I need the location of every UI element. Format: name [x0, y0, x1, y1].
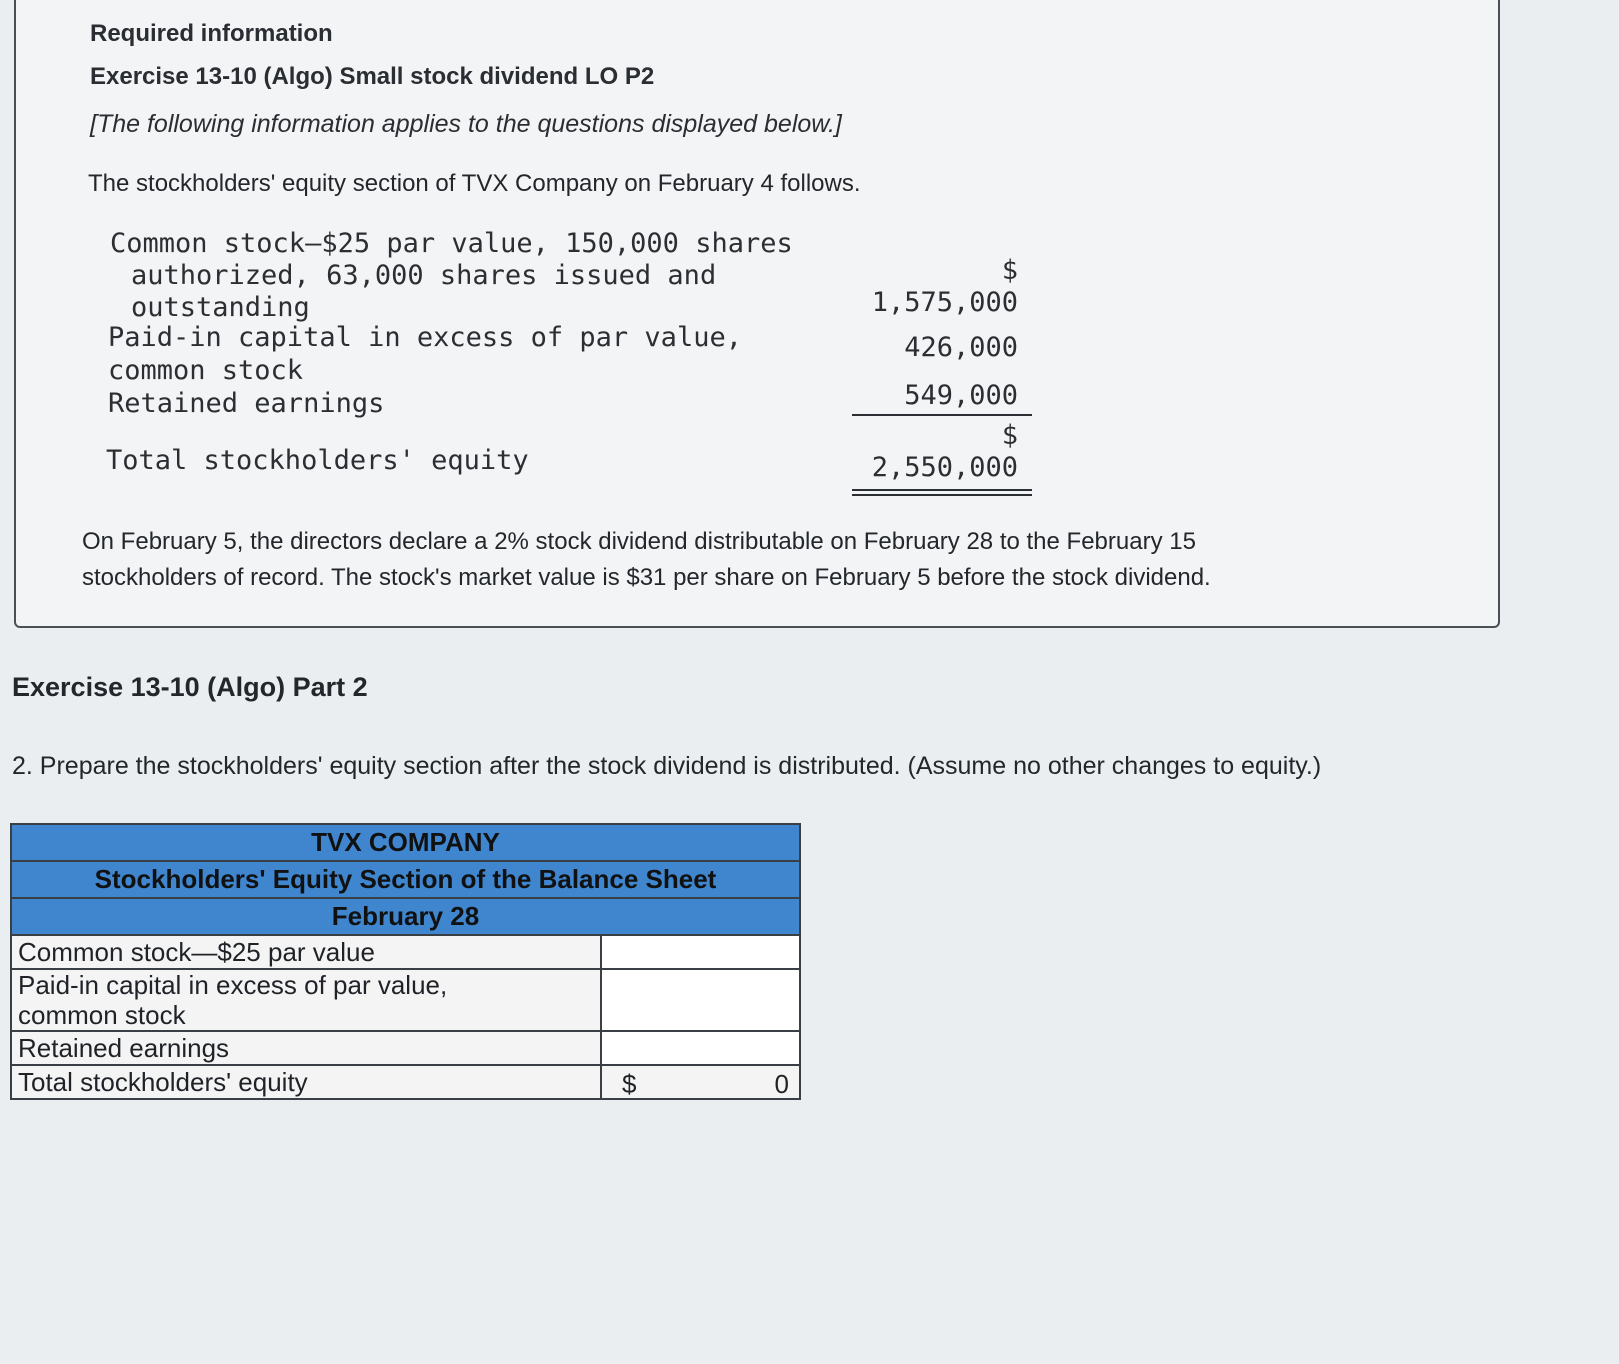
dividend-paragraph-line2: stockholders of record. The stock's market value is $31 per share on February 5 before the stock dividend. — [82, 564, 1211, 591]
retained-earnings-input[interactable] — [601, 1031, 800, 1065]
statement-date: February 28 — [11, 898, 800, 935]
common-stock-input[interactable] — [601, 935, 800, 969]
retained-earnings-amount: 549,000 — [904, 380, 1018, 411]
total-equity-value: 0 — [774, 1069, 789, 1099]
question-text: 2. Prepare the stockholders' equity section after the stock dividend is distributed. (Assume no other changes to equity.) — [12, 752, 1322, 780]
common-stock-label-line1: Common stock—$25 par value, 150,000 shares — [110, 228, 793, 259]
dividend-paragraph-line1: On February 5, the directors declare a 2% stock dividend distributable on February 28 to the February 15 — [82, 528, 1196, 555]
table-row — [11, 1065, 800, 1099]
applies-note: [The following information applies to the questions displayed below.] — [90, 110, 842, 138]
company-name: TVX COMPANY — [11, 824, 800, 861]
total-equity-row-label: Total stockholders' equity — [11, 1065, 601, 1099]
table-row — [11, 935, 800, 969]
paid-in-capital-row-label-line1: Paid-in capital in excess of par value, — [18, 970, 448, 1000]
balance-sheet-table — [10, 823, 801, 1100]
part-title: Exercise 13-10 (Algo) Part 2 — [12, 672, 368, 702]
total-double-underline-top — [852, 489, 1032, 491]
paid-in-capital-row-label — [11, 969, 601, 1031]
table-row — [11, 1031, 800, 1065]
table-row — [11, 969, 800, 1031]
retained-earnings-label: Retained earnings — [108, 388, 385, 419]
required-information-heading: Required information — [90, 20, 333, 47]
subtotal-underline — [852, 414, 1032, 416]
total-currency: $ — [1001, 420, 1018, 451]
section-title: Stockholders' Equity Section of the Balance Sheet — [11, 861, 800, 898]
retained-earnings-row-label: Retained earnings — [11, 1031, 601, 1065]
total-currency-symbol: $ — [622, 1069, 637, 1099]
common-stock-amount: 1,575,000 — [871, 287, 1018, 318]
common-stock-label-line3: outstanding — [131, 292, 310, 323]
intro-text: The stockholders' equity section of TVX Company on February 4 follows. — [88, 170, 861, 197]
total-double-underline-bottom — [852, 494, 1032, 496]
paid-in-capital-amount: 426,000 — [904, 332, 1018, 363]
common-stock-label-line2: authorized, 63,000 shares issued and — [131, 260, 717, 291]
total-equity-value-cell — [601, 1065, 800, 1099]
common-stock-row-label: Common stock—$25 par value — [11, 935, 601, 969]
paid-in-capital-row-label-line2: common stock — [18, 1000, 186, 1030]
common-stock-currency: $ — [1001, 255, 1018, 286]
exercise-title: Exercise 13-10 (Algo) Small stock dividend LO P2 — [90, 63, 655, 90]
paid-in-capital-input[interactable] — [601, 969, 800, 1031]
total-equity-amount: 2,550,000 — [871, 452, 1018, 483]
total-equity-label: Total stockholders' equity — [106, 445, 529, 476]
paid-in-capital-label-line2: common stock — [108, 355, 304, 386]
paid-in-capital-label-line1: Paid-in capital in excess of par value, — [108, 322, 742, 353]
